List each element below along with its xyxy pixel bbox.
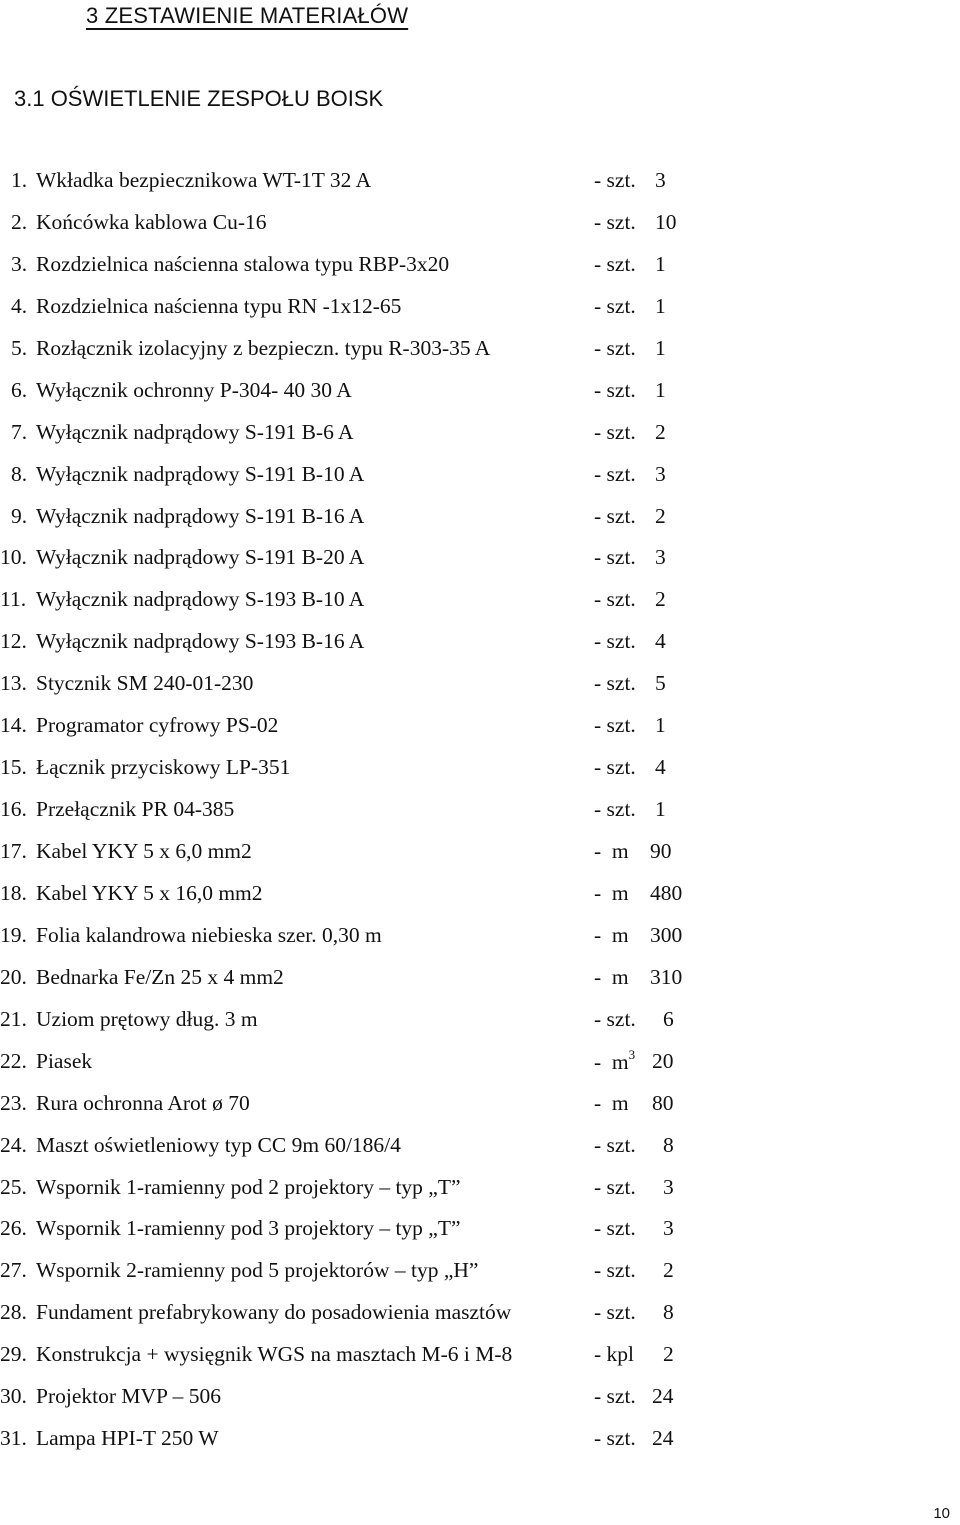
item-unit [594, 545, 636, 570]
item-quantity: 2 [655, 503, 666, 528]
list-item [0, 460, 960, 502]
list-item [0, 418, 960, 460]
item-unit-text: - szt. [594, 377, 636, 402]
item-number: 26. [0, 1216, 27, 1241]
item-quantity: 4 [655, 629, 666, 654]
list-item [0, 1047, 960, 1089]
item-unit-text: - szt. [594, 1258, 636, 1283]
item-number: 10. [0, 545, 27, 570]
item-number: 22. [0, 1048, 27, 1073]
item-unit-text: - m [594, 880, 629, 905]
item-name: Bednarka Fe/Zn 25 x 4 mm2 [36, 964, 284, 989]
item-number: 17. [0, 839, 27, 863]
item-name: Wspornik 2-ramienny pod 5 projektorów – typ „H” [36, 1258, 479, 1283]
list-item [0, 837, 960, 879]
item-unit-text: - kpl [594, 1342, 635, 1367]
list-item [0, 1131, 960, 1173]
item-unit [594, 462, 636, 487]
item-unit-text: - szt. [594, 251, 636, 276]
item-unit [594, 1007, 636, 1032]
materials-list [0, 166, 960, 1466]
item-number: 27. [0, 1258, 27, 1283]
item-quantity: 2 [663, 1258, 674, 1283]
item-unit [594, 671, 636, 696]
item-unit-text: - szt. [594, 671, 636, 696]
item-unit-text: - m [594, 922, 629, 947]
list-item [0, 292, 960, 334]
item-unit [594, 504, 636, 529]
list-item [0, 376, 960, 418]
item-quantity: 3 [663, 1216, 674, 1241]
list-item [0, 1424, 960, 1466]
item-number: 28. [0, 1300, 27, 1325]
item-number: 8. [11, 461, 28, 486]
item-number: 12. [0, 629, 27, 654]
item-number: 3. [11, 251, 28, 276]
item-quantity: 90 [650, 839, 672, 863]
item-number: 18. [0, 880, 27, 905]
item-quantity: 300 [650, 922, 683, 947]
list-item [0, 753, 960, 795]
item-name: Fundament prefabrykowany do posadowienia masztów [36, 1300, 512, 1325]
item-unit [594, 336, 636, 361]
item-quantity: 1 [655, 251, 666, 276]
item-name: Rozłącznik izolacyjny z bezpieczn. typu R-303-35 A [36, 335, 491, 360]
item-number: 16. [0, 797, 27, 822]
item-number: 25. [0, 1174, 27, 1199]
item-unit [594, 713, 636, 738]
list-item [0, 334, 960, 376]
item-unit-text: - szt. [594, 629, 636, 654]
item-quantity: 24 [652, 1426, 674, 1451]
item-unit [594, 797, 636, 822]
item-unit [594, 1300, 636, 1325]
item-quantity: 24 [652, 1384, 674, 1409]
item-unit-text: - szt. [594, 1006, 636, 1031]
list-item [0, 879, 960, 921]
item-name: Programator cyfrowy PS-02 [36, 713, 279, 738]
item-name: Wyłącznik nadprądowy S-191 B-10 A [36, 461, 365, 486]
item-number: 19. [0, 922, 27, 947]
item-number: 29. [0, 1342, 27, 1367]
item-unit [594, 1091, 629, 1116]
item-name: Rura ochronna Arot ø 70 [36, 1090, 250, 1115]
item-unit-text: - szt. [594, 1132, 636, 1157]
item-name: Wyłącznik nadprądowy S-191 B-6 A [36, 419, 354, 444]
item-unit-text: - szt. [594, 503, 636, 528]
item-number: 20. [0, 964, 27, 989]
list-item [0, 543, 960, 585]
item-number: 23. [0, 1090, 27, 1115]
item-unit-text: - m [594, 1090, 629, 1115]
list-item [0, 1382, 960, 1424]
item-quantity: 1 [655, 713, 666, 738]
item-unit-text: - szt. [594, 419, 636, 444]
item-quantity: 3 [663, 1174, 674, 1199]
list-item [0, 250, 960, 292]
item-unit [594, 294, 636, 319]
item-number: 30. [0, 1384, 27, 1409]
page-number: 10 [933, 1505, 950, 1522]
item-unit [594, 168, 636, 193]
item-name: Kabel YKY 5 x 6,0 mm2 [36, 839, 252, 863]
item-quantity: 8 [663, 1300, 674, 1325]
item-unit-text: - szt. [594, 1216, 636, 1241]
list-item [0, 1256, 960, 1298]
list-item [0, 669, 960, 711]
item-name: Wyłącznik nadprądowy S-193 B-10 A [36, 587, 365, 612]
list-item [0, 921, 960, 963]
item-number: 5. [11, 335, 28, 360]
item-unit-text: - szt. [594, 461, 636, 486]
item-number: 2. [11, 209, 28, 234]
list-item [0, 1089, 960, 1131]
item-unit [594, 1258, 636, 1283]
item-unit-text: - m [594, 964, 629, 989]
item-name: Wyłącznik ochronny P-304- 40 30 A [36, 377, 352, 402]
item-name: Wyłącznik nadprądowy S-191 B-16 A [36, 503, 365, 528]
list-item [0, 627, 960, 669]
item-number: 11. [0, 587, 27, 612]
item-name: Projektor MVP – 506 [36, 1384, 221, 1409]
item-name: Wspornik 1-ramienny pod 3 projektory – typ „T” [36, 1216, 461, 1241]
item-quantity: 10 [655, 209, 677, 234]
item-quantity: 1 [655, 293, 666, 318]
item-name: Maszt oświetleniowy typ CC 9m 60/186/4 [36, 1132, 401, 1157]
item-number: 7. [11, 419, 28, 444]
item-unit [594, 881, 629, 906]
item-unit [594, 1216, 636, 1241]
item-unit [594, 755, 636, 780]
item-unit-text: - szt. [594, 713, 636, 738]
list-item [0, 208, 960, 250]
item-quantity: 1 [655, 797, 666, 822]
item-unit-text: - szt. [594, 1384, 636, 1409]
item-unit-text: - szt. [594, 1426, 636, 1451]
item-name: Końcówka kablowa Cu-16 [36, 209, 267, 234]
section-heading: 3 ZESTAWIENIE MATERIAŁÓW [86, 3, 409, 28]
item-name: Łącznik przyciskowy LP-351 [36, 755, 291, 780]
subsection-heading: 3.1 OŚWIETLENIE ZESPOŁU BOISK [14, 86, 384, 111]
item-unit-superscript: 3 [628, 1046, 636, 1062]
item-unit [594, 210, 636, 235]
item-unit [594, 378, 636, 403]
item-quantity: 20 [652, 1048, 674, 1073]
item-quantity: 2 [663, 1342, 674, 1367]
item-number: 14. [0, 713, 27, 738]
item-quantity: 2 [655, 419, 666, 444]
item-quantity: 3 [655, 545, 666, 570]
item-unit [594, 1384, 636, 1409]
item-unit [594, 965, 629, 990]
item-name: Przełącznik PR 04-385 [36, 797, 235, 822]
item-unit [594, 1426, 636, 1451]
item-quantity: 5 [655, 671, 666, 696]
item-unit [594, 587, 636, 612]
list-item [0, 1214, 960, 1256]
list-item [0, 1173, 960, 1215]
item-unit [594, 1342, 634, 1367]
item-unit-text: - szt. [594, 293, 636, 318]
item-unit-text: - szt. [594, 209, 636, 234]
item-unit-text: - szt. [594, 587, 636, 612]
item-quantity: 310 [650, 964, 683, 989]
item-name: Wkładka bezpiecznikowa WT-1T 32 A [36, 168, 372, 192]
item-number: 4. [11, 293, 28, 318]
item-quantity: 6 [663, 1006, 674, 1031]
item-unit-text: - szt. [594, 335, 636, 360]
list-item [0, 1340, 960, 1382]
item-number: 15. [0, 755, 27, 780]
item-quantity: 480 [650, 880, 683, 905]
item-unit [594, 923, 629, 948]
item-quantity: 4 [655, 755, 666, 780]
item-quantity: 1 [655, 335, 666, 360]
item-name: Rozdzielnica naścienna stalowa typu RBP-3x20 [36, 251, 450, 276]
item-number: 1. [11, 168, 28, 192]
item-number: 24. [0, 1132, 27, 1157]
item-number: 9. [11, 503, 28, 528]
item-quantity: 2 [655, 587, 666, 612]
item-name: Lampa HPI-T 250 W [36, 1426, 219, 1451]
item-name: Konstrukcja + wysięgnik WGS na masztach M-6 i M-8 [36, 1342, 513, 1367]
list-item [0, 1005, 960, 1047]
list-item [0, 166, 960, 208]
item-unit-text: - szt. [594, 168, 636, 192]
item-name: Piasek [36, 1048, 93, 1073]
item-quantity: 3 [655, 461, 666, 486]
item-quantity: 80 [652, 1090, 674, 1115]
item-quantity: 3 [655, 168, 666, 192]
list-item [0, 795, 960, 837]
list-item [0, 711, 960, 753]
item-name: Kabel YKY 5 x 16,0 mm2 [36, 880, 263, 905]
item-unit-text: - szt. [594, 797, 636, 822]
item-unit [594, 1133, 636, 1158]
item-name: Uziom prętowy dług. 3 m [36, 1006, 258, 1031]
item-name: Wspornik 1-ramienny pod 2 projektory – typ „T” [36, 1174, 461, 1199]
item-unit-text: - szt. [594, 1300, 636, 1325]
item-unit-text: - szt. [594, 755, 636, 780]
list-item [0, 585, 960, 627]
item-unit [594, 839, 629, 864]
list-item [0, 963, 960, 1005]
item-number: 31. [0, 1426, 27, 1451]
item-unit [594, 629, 636, 654]
item-name: Folia kalandrowa niebieska szer. 0,30 m [36, 922, 382, 947]
item-unit-text: - szt. [594, 545, 636, 570]
item-unit-text: - m [594, 839, 629, 863]
list-item [0, 502, 960, 544]
item-name: Wyłącznik nadprądowy S-191 B-20 A [36, 545, 365, 570]
item-unit [594, 420, 636, 445]
item-number: 13. [0, 671, 27, 696]
item-unit [594, 252, 636, 277]
item-name: Rozdzielnica naścienna typu RN -1x12-65 [36, 293, 402, 318]
item-number: 21. [0, 1006, 27, 1031]
item-quantity: 8 [663, 1132, 674, 1157]
list-item [0, 1298, 960, 1340]
item-unit [594, 1046, 636, 1075]
item-quantity: 1 [655, 377, 666, 402]
item-name: Wyłącznik nadprądowy S-193 B-16 A [36, 629, 365, 654]
item-unit-text: - m [594, 1049, 629, 1074]
item-unit-text: - szt. [594, 1174, 636, 1199]
item-unit [594, 1175, 636, 1200]
item-name: Stycznik SM 240-01-230 [36, 671, 254, 696]
item-number: 6. [11, 377, 28, 402]
